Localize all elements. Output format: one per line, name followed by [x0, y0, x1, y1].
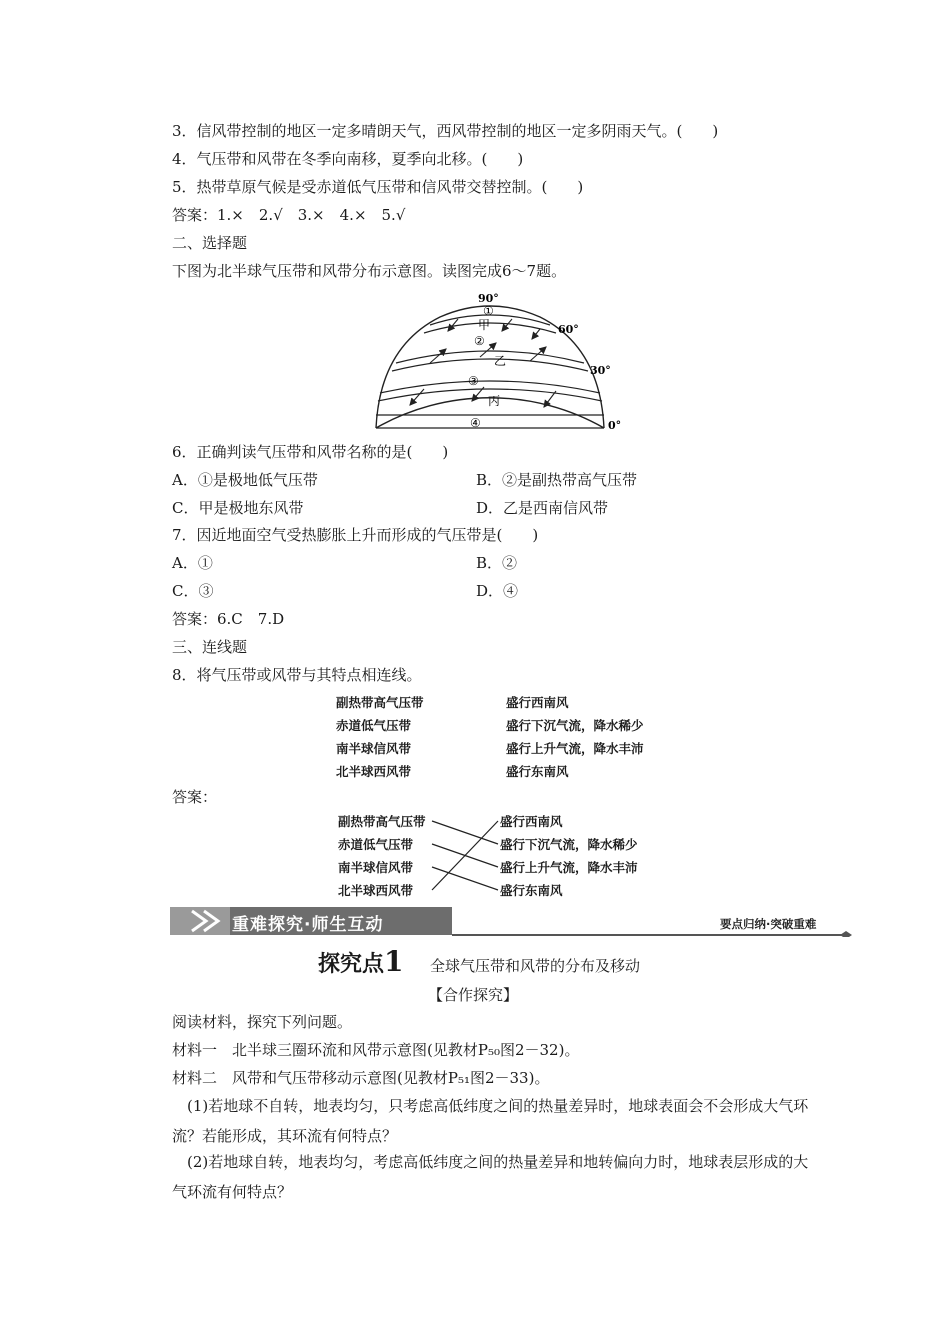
match-right-2: 盛行下沉气流，降水稀少	[506, 718, 644, 733]
explore-heading-text: 探究点	[318, 952, 385, 977]
q7-option-c: C．③	[172, 582, 214, 600]
answer-right-4: 盛行东南风	[500, 883, 563, 898]
question-5: 5．热带草原气候是受赤道低气压带和信风带交替控制。( )	[172, 178, 584, 196]
zone-bing-label: 丙	[488, 394, 501, 408]
choice-intro: 下图为北半球气压带和风带分布示意图。读图完成6～7题。	[172, 262, 567, 280]
q7-option-d: D．④	[476, 582, 519, 600]
lat-90-label: 90°	[478, 292, 499, 305]
answer-matching-label: 答案：	[172, 788, 218, 806]
belt-3-label: ③	[468, 374, 479, 388]
banner-right-tag: 要点归纳·突破重难	[720, 917, 817, 931]
explore-question-1: (1)若地球不自转，地表均匀，只考虑高低纬度之间的热量差异时，地球表面会不会形成大气环流？若能形成，其环流有何特点？	[172, 1097, 809, 1145]
match-left-2: 赤道低气压带	[336, 718, 412, 733]
match-right-4: 盛行东南风	[506, 764, 569, 779]
question-6: 6．正确判读气压带和风带名称的是( )	[172, 443, 449, 461]
lat-0-label: 0°	[608, 419, 622, 432]
explore-heading-number: 1	[384, 945, 404, 978]
answer-left-2: 赤道低气压带	[338, 837, 414, 852]
q6-option-a: A．①是极地低气压带	[172, 471, 318, 489]
answer-left-1: 副热带高气压带	[338, 814, 426, 829]
q7-option-b: B．②	[476, 554, 518, 572]
answer-left-3: 南半球信风带	[338, 860, 414, 875]
match-right-1: 盛行西南风	[506, 695, 569, 710]
answer-right-2: 盛行下沉气流，降水稀少	[500, 837, 638, 852]
pressure-belt-diagram	[360, 287, 630, 437]
explore-heading	[318, 945, 404, 978]
match-left-3: 南半球信风带	[336, 741, 412, 756]
belt-4-label: ④	[470, 416, 481, 430]
explore-subtitle: 【合作探究】	[428, 986, 519, 1004]
banner-title: 重难探究·师生互动	[232, 915, 384, 935]
explore-question-2: (2)若地球自转，地表均匀，考虑高低纬度之间的热量差异和地转偏向力时，地球表层形成的大气环流有何特点？	[172, 1153, 809, 1201]
match-left-4: 北半球西风带	[336, 764, 412, 779]
answer-choice: 答案：6.C 7.D	[172, 610, 285, 628]
section-matching-heading: 三、连线题	[172, 638, 248, 656]
q6-option-c: C．甲是极地东风带	[172, 499, 304, 517]
section-choice-heading: 二、选择题	[172, 234, 248, 252]
q6-option-d: D．乙是西南信风带	[476, 499, 609, 517]
explore-topic: 全球气压带和风带的分布及移动	[430, 957, 641, 975]
answer-right-3: 盛行上升气流，降水丰沛	[500, 860, 638, 875]
match-left-1: 副热带高气压带	[336, 695, 424, 710]
question-4: 4．气压带和风带在冬季向南移，夏季向北移。( )	[172, 150, 524, 168]
material-1: 材料一 北半球三圈环流和风带示意图(见教材P₅₀图2－32)。	[172, 1041, 580, 1059]
question-3: 3．信风带控制的地区一定多晴朗天气，西风带控制的地区一定多阴雨天气。( )	[172, 122, 719, 140]
question-7: 7．因近地面空气受热膨胀上升而形成的气压带是( )	[172, 526, 539, 544]
lat-60-label: 60°	[558, 323, 579, 336]
q7-option-a: A．①	[172, 554, 213, 572]
read-instruction: 阅读材料，探究下列问题。	[172, 1013, 353, 1031]
question-8: 8．将气压带或风带与其特点相连线。	[172, 666, 422, 684]
answer-judge: 答案：1.× 2.√ 3.× 4.× 5.√	[172, 206, 406, 224]
match-right-3: 盛行上升气流，降水丰沛	[506, 741, 644, 756]
q6-option-b: B．②是副热带高气压带	[476, 471, 638, 489]
answer-right-1: 盛行西南风	[500, 814, 563, 829]
answer-left-4: 北半球西风带	[338, 883, 414, 898]
belt-1-label: ①	[483, 304, 494, 318]
material-2: 材料二 风带和气压带移动示意图(见教材P₅₁图2－33)。	[172, 1069, 550, 1087]
zone-yi-label: 乙	[494, 354, 507, 368]
lat-30-label: 30°	[590, 364, 611, 377]
belt-2-label: ②	[474, 334, 485, 348]
zone-jia-label: 甲	[478, 318, 491, 332]
matching-answer-lines	[430, 810, 502, 896]
